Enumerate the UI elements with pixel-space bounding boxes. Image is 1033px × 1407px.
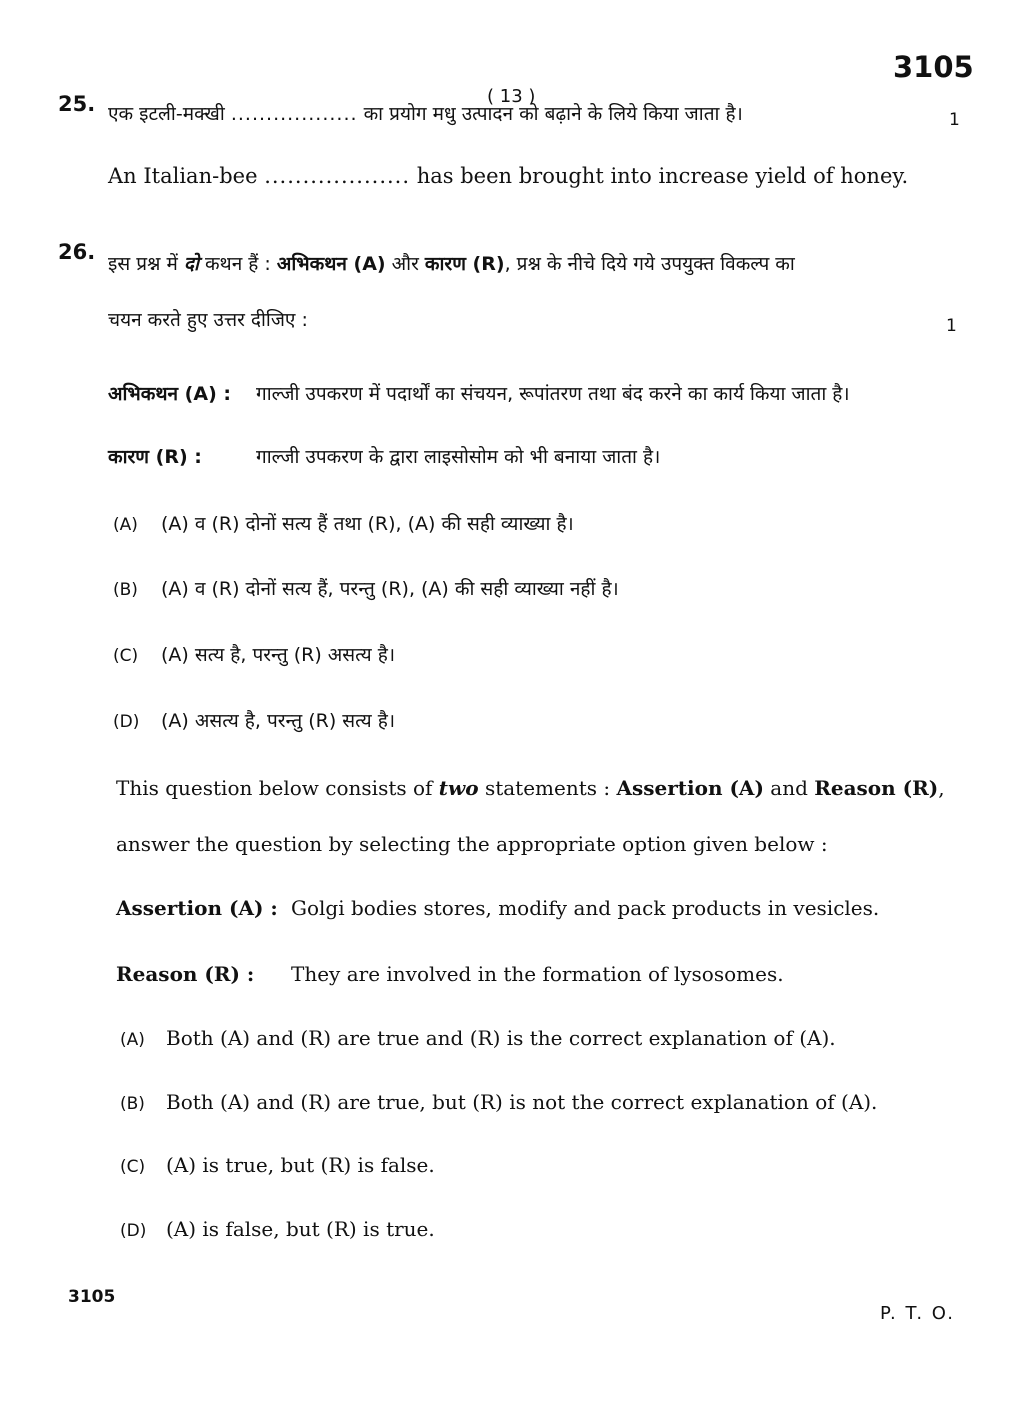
q26-hi-intro-c: कथन हैं : (198, 253, 277, 275)
english-option-c-label: (C) (120, 1157, 146, 1177)
english-option-a (120, 1026, 836, 1050)
english-option-d (120, 1217, 435, 1241)
q26-hi-intro-g: , प्रश्न के नीचे दिये गये उपयुक्त विकल्प का (504, 253, 795, 275)
hindi-option-c (113, 641, 395, 667)
english-option-c-text: (A) is true, but (R) is false. (166, 1153, 435, 1177)
english-option-d-label: (D) (120, 1221, 147, 1241)
hindi-option-a-label: (A) (113, 515, 138, 535)
q26-hi-intro-two: दो (183, 253, 199, 275)
hindi-assertion-text: गाल्जी उपकरण में पदार्थों का संचयन, रूपांतरण तथा बंद करने का कार्य किया जाता है। (256, 383, 850, 405)
hindi-reason (108, 443, 660, 469)
q25-english-lead: An Italian-bee (108, 164, 258, 188)
page-number: ( 13 ) (487, 86, 536, 107)
english-reason-text: They are involved in the formation of lysosomes. (291, 962, 784, 986)
english-assertion (116, 896, 879, 920)
q26-hi-intro-reason: कारण (R) (424, 253, 505, 275)
q25-hindi-blank: .................. (230, 103, 358, 125)
question-25-english (108, 164, 908, 188)
q26-en-intro-g: , (938, 776, 945, 800)
hindi-option-a-text: (A) व (R) दोनों सत्य हैं तथा (R), (A) की सही व्याख्या है। (161, 513, 574, 535)
question-26-marks: 1 (946, 316, 957, 336)
q25-english-tail: has been brought into increase yield of honey. (416, 164, 909, 188)
english-option-b-label: (B) (120, 1094, 145, 1114)
question-26-hindi-intro-line2: चयन करते हुए उत्तर दीजिए : (108, 309, 308, 331)
q26-hi-intro-a: इस प्रश्न में (108, 253, 184, 275)
question-26-hindi-intro-line1 (108, 250, 795, 276)
hindi-option-d (113, 707, 395, 733)
question-25-marks: 1 (949, 110, 960, 130)
q26-en-intro-e: and (763, 776, 815, 800)
english-option-c (120, 1153, 435, 1177)
english-reason (116, 962, 784, 986)
paper-code-footer: 3105 (68, 1287, 116, 1307)
english-assertion-label: Assertion (A) : (116, 896, 278, 920)
hindi-reason-label: कारण (R) : (108, 446, 202, 468)
hindi-option-c-text: (A) सत्य है, परन्तु (R) असत्य है। (161, 644, 396, 666)
q26-en-intro-reason: Reason (R) (814, 776, 939, 800)
english-option-a-label: (A) (120, 1030, 145, 1050)
q26-hi-intro-assertion: अभिकथन (A) (276, 253, 386, 275)
hindi-option-b-text: (A) व (R) दोनों सत्य हैं, परन्तु (R), (A) की सही व्याख्या नहीं है। (161, 578, 619, 600)
english-intro-line1 (116, 776, 945, 800)
english-reason-label: Reason (R) : (116, 962, 255, 986)
hindi-option-a (113, 510, 574, 536)
paper-code-top: 3105 (893, 50, 974, 84)
hindi-option-b (113, 575, 619, 601)
english-option-b-text: Both (A) and (R) are true, but (R) is not the correct explanation of (A). (166, 1090, 878, 1114)
english-option-d-text: (A) is false, but (R) is true. (166, 1217, 435, 1241)
q25-hindi-lead: एक इटली-मक्खी (108, 103, 225, 125)
question-25-hindi (108, 100, 743, 126)
hindi-option-c-label: (C) (113, 646, 139, 666)
question-25-number: 25. (58, 92, 96, 116)
pto-label: P. T. O. (880, 1303, 955, 1324)
q26-hi-intro-e: और (385, 253, 425, 275)
english-option-b (120, 1090, 877, 1114)
hindi-option-d-label: (D) (113, 712, 140, 732)
hindi-assertion (108, 380, 850, 406)
q26-en-intro-assertion: Assertion (A) (616, 776, 764, 800)
english-option-a-text: Both (A) and (R) are true and (R) is the correct explanation of (A). (166, 1026, 836, 1050)
hindi-reason-text: गाल्जी उपकरण के द्वारा लाइसोसोम को भी बनाया जाता है। (256, 446, 661, 468)
q25-hindi-tail: का प्रयोग मधु उत्पादन को बढ़ाने के लिये किया जाता है। (363, 103, 743, 125)
q26-en-intro-two: two (438, 776, 479, 800)
q26-en-intro-c: statements : (478, 776, 617, 800)
hindi-assertion-label: अभिकथन (A) : (108, 383, 231, 405)
english-assertion-text: Golgi bodies stores, modify and pack products in vesicles. (291, 896, 880, 920)
question-26-number: 26. (58, 240, 96, 264)
q26-en-intro-a: This question below consists of (116, 776, 439, 800)
english-intro-line2: answer the question by selecting the appropriate option given below : (116, 832, 828, 856)
q25-english-blank: ................... (264, 164, 411, 188)
hindi-option-d-text: (A) असत्य है, परन्तु (R) सत्य है। (161, 710, 396, 732)
hindi-option-b-label: (B) (113, 580, 138, 600)
